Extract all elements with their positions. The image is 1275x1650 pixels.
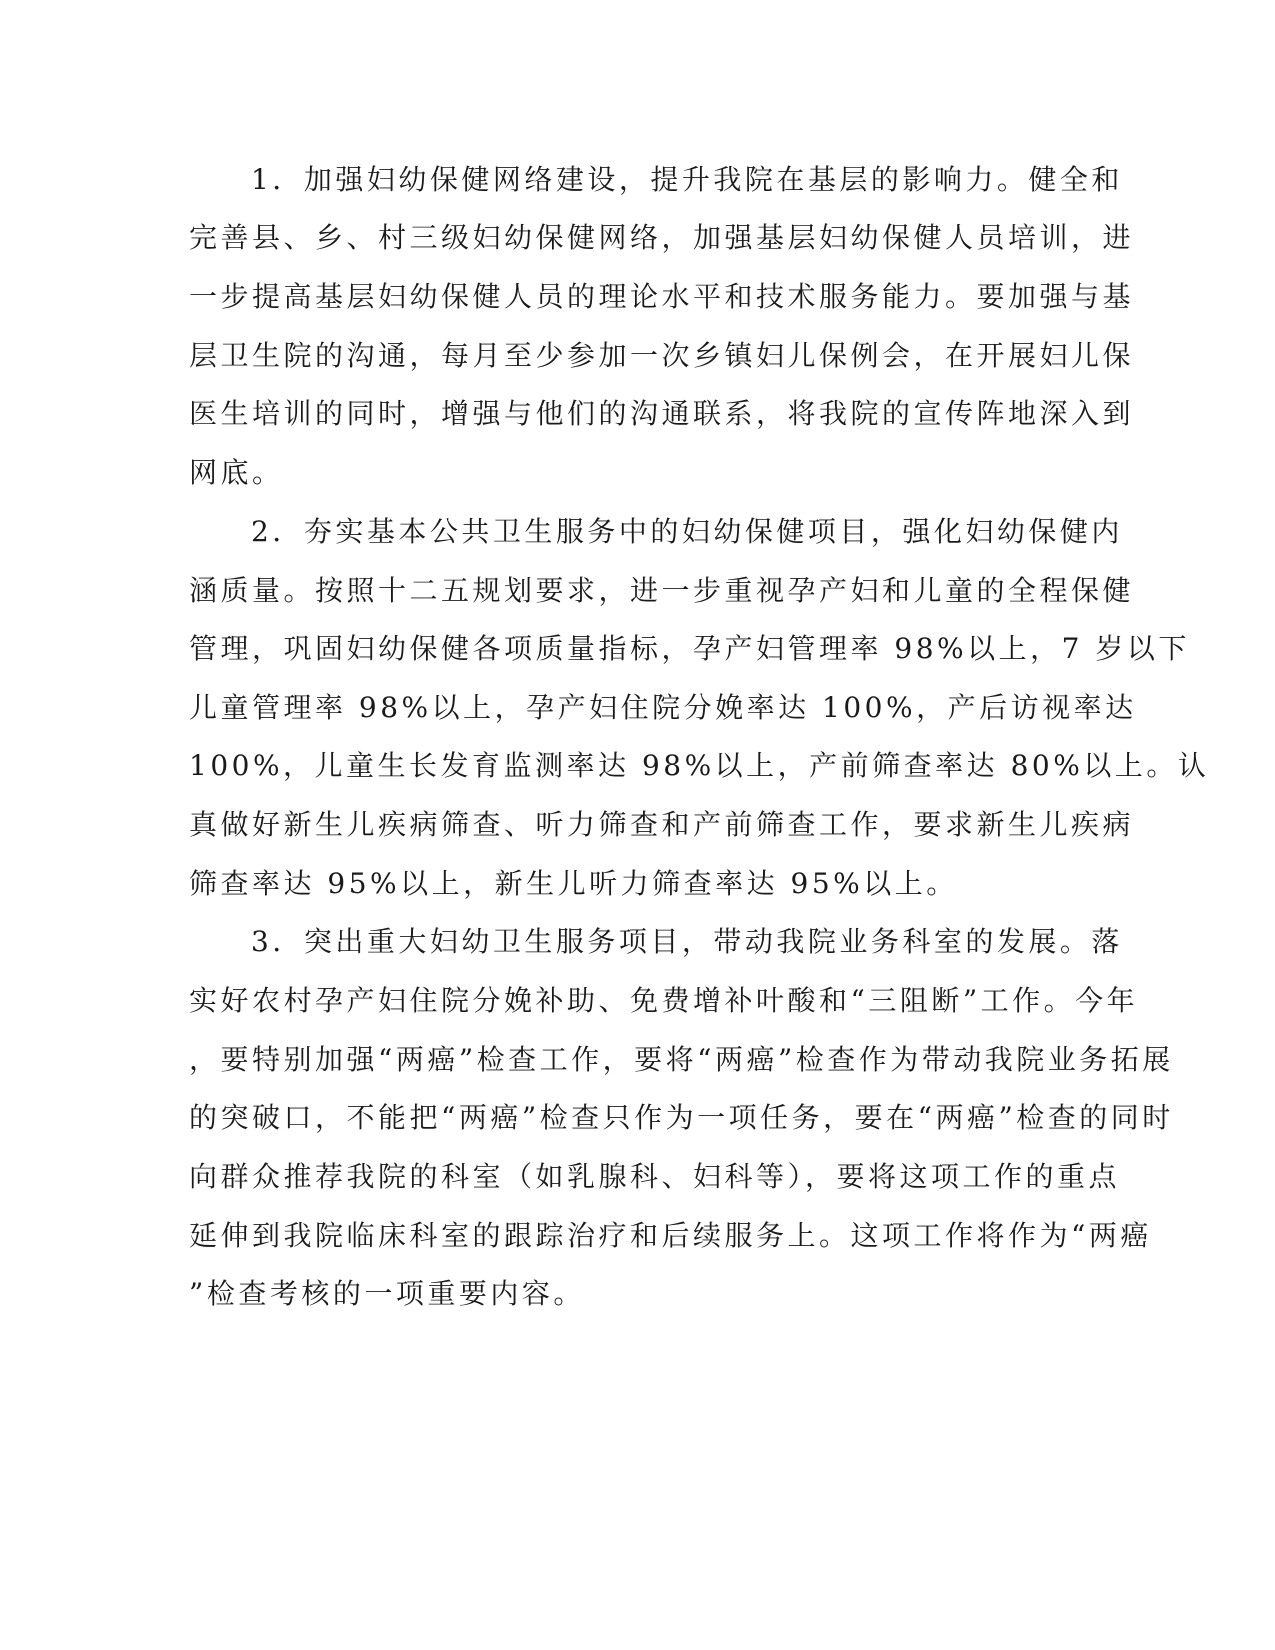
paragraph-2-line-5: 100%，儿童生长发育监测率达 98%以上，产前筛查率达 80%以上。认 [189, 749, 1210, 782]
paragraph-3-line-6: 延伸到我院临床科室的跟踪治疗和后续服务上。这项工作将作为“两癌 [189, 1219, 1152, 1252]
paragraph-1-line-2: 完善县、乡、村三级妇幼保健网络，加强基层妇幼保健人员培训，进 [189, 221, 1135, 254]
paragraph-3-line-1: 3．突出重大妇幼卫生服务项目，带动我院业务科室的发展。落 [251, 925, 1123, 958]
paragraph-3-line-5: 向群众推荐我院的科室（如乳腺科、妇科等），要将这项工作的重点 [189, 1160, 1121, 1193]
paragraph-2-line-4: 儿童管理率 98%以上，孕产妇住院分娩率达 100%，产后访视率达 [189, 691, 1137, 724]
paragraph-2-line-6: 真做好新生儿疾病筛查、听力筛查和产前筛查工作，要求新生儿疾病 [189, 808, 1135, 841]
paragraph-3-line-4: 的突破口，不能把“两癌”检查只作为一项任务，要在“两癌”检查的同时 [189, 1101, 1174, 1134]
paragraph-2-line-1: 2．夯实基本公共卫生服务中的妇幼保健项目，强化妇幼保健内 [251, 515, 1123, 548]
paragraph-1-line-4: 层卫生院的沟通，每月至少参加一次乡镇妇儿保例会，在开展妇儿保 [189, 339, 1135, 372]
paragraph-1-line-1: 1．加强妇幼保健网络建设，提升我院在基层的影响力。健全和 [251, 163, 1123, 196]
paragraph-3-line-2: 实好农村孕产妇住院分娩补助、免费增补叶酸和“三阻断”工作。今年 [189, 984, 1139, 1017]
paragraph-2-line-7: 筛查率达 95%以上，新生儿听力筛查率达 95%以上。 [189, 867, 958, 900]
paragraph-3-line-3: ，要特别加强“两癌”检查工作，要将“两癌”检查作为带动我院业务拓展 [189, 1043, 1174, 1076]
paragraph-2-line-3: 管理，巩固妇幼保健各项质量指标，孕产妇管理率 98%以上，7 岁以下 [189, 632, 1190, 665]
paragraph-2-line-2: 涵质量。按照十二五规划要求，进一步重视孕产妇和儿童的全程保健 [189, 574, 1135, 607]
paragraph-1-line-3: 一步提高基层妇幼保健人员的理论水平和技术服务能力。要加强与基 [189, 280, 1135, 313]
paragraph-3-line-7: ”检查考核的一项重要内容。 [189, 1277, 585, 1310]
paragraph-1-line-5: 医生培训的同时，增强与他们的沟通联系，将我院的宣传阵地深入到 [189, 397, 1135, 430]
paragraph-1-line-6: 网底。 [189, 456, 284, 489]
